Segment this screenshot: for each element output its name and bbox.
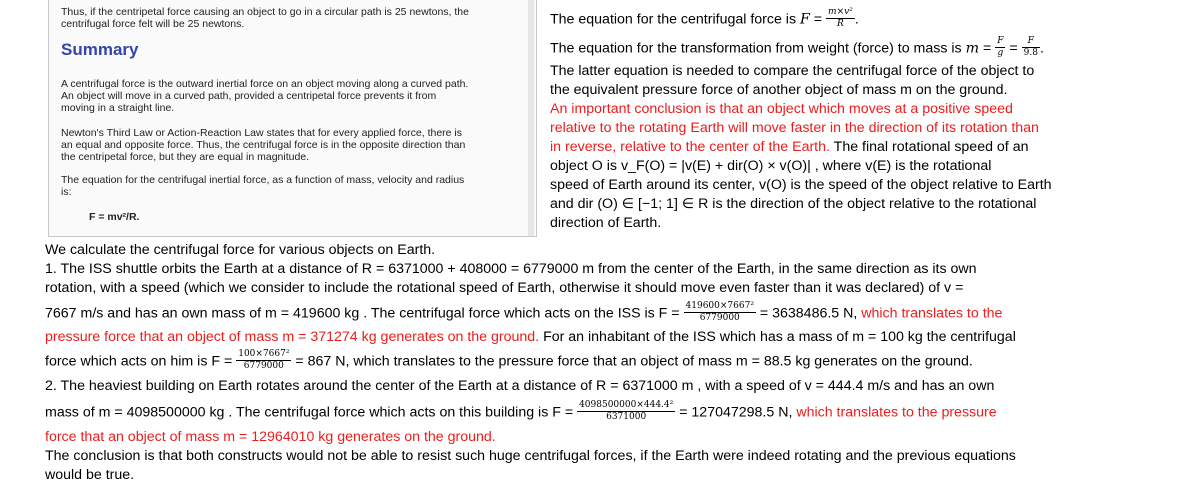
summary-paragraph-line: moving in a straight line. (61, 102, 175, 114)
text-line-content: The equation for the transformation from weight (force) to mass is (550, 40, 966, 57)
text-line-content: = 867 N, which translates to the pressure force that an object of mass m = 88.5 kg generates on the ground. (291, 353, 973, 370)
text-line: direction of Earth. (550, 215, 662, 231)
text-line-content: force which acts on him is F = (45, 353, 237, 370)
summary-excerpt-panel (48, 0, 537, 237)
text-line-content: = 127047298.5 N, (675, 404, 797, 421)
fraction (577, 400, 675, 423)
text-line-highlight: relative to the rotating Earth will move faster in the direction of its rotation than (550, 120, 1039, 136)
text-line: speed of Earth around its center, v(O) is the speed of the object relative to Earth (550, 177, 1052, 193)
text-line: The conclusion is that both constructs would not be able to resist such huge centrifugal forces, if the Earth were indeed rotating and the previous equations (45, 448, 1016, 464)
summary-paragraph-line: an equal and opposite force. Thus, the centrifugal force is in the opposite direction than (61, 139, 466, 151)
text-highlight: which translates to the (861, 305, 1003, 322)
intro-line: Thus, if the centripetal force causing an object to go in a circular path is 25 newtons, the (61, 6, 469, 18)
text-line-content: 7667 m/s and has an own mass of m = 419600 kg . The centrifugal force which acts on the ISS is F = (45, 305, 684, 322)
text-line: the equivalent pressure force of another object of mass m on the ground. (550, 82, 1008, 98)
text-line: 2. The heaviest building on Earth rotates around the center of the Earth at a distance of R = 6371000 m , with a speed of v = 444.4 m/s and has an own (45, 378, 995, 394)
summary-paragraph-line: the centripetal force, but they are equal in magnitude. (61, 151, 310, 163)
text-highlight: in reverse, relative to the center of the Earth. (550, 139, 830, 155)
text-line-content: The final rotational speed of an (829, 139, 1029, 155)
fraction-denominator: R (837, 19, 844, 29)
fraction-denominator: 6779000 (699, 313, 740, 323)
text-line (45, 328, 1016, 347)
text-line (45, 302, 1002, 325)
text-line: would be true. (45, 467, 135, 483)
text-line-highlight: An important conclusion is that an object which moves at a positive speed (550, 101, 1013, 117)
summary-paragraph-line: is: (61, 186, 72, 198)
text-line (550, 138, 1028, 157)
summary-paragraph-line: An object will move in a curved path, provided a centripetal force prevents it from (61, 90, 437, 102)
fraction-denominator: 6779000 (243, 361, 284, 371)
fraction (684, 301, 756, 324)
fraction-numerator: 100×7667² (238, 349, 290, 359)
scrollbar-track[interactable] (528, 0, 534, 236)
fraction-numerator: 419600×7667² (685, 301, 754, 311)
text-line: The equation for the transformation from weight (force) to mass is m = $\frac{F}{g}$ = $\frac{F}{9.8}$ . (550, 36, 1044, 58)
text-line (45, 401, 997, 424)
text-highlight: which translates to the pressure (796, 404, 997, 421)
summary-paragraph-line: The equation for the centrifugal inertial force, as a function of mass, velocity and radius (61, 174, 465, 186)
text-line: and dir (O) ∈ [−1; 1] ∈ R is the direction of the object relative to the rotational (550, 196, 1037, 212)
text-line (45, 350, 973, 373)
summary-paragraph-line: A centrifugal force is the outward inertial force on an object moving along a curved path. (61, 78, 469, 90)
fraction: $\frac{F}{9.8}$ (1023, 36, 1038, 58)
fraction-denominator: 6371000 (606, 412, 647, 422)
text-line: The equation for the centrifugal force is F = $\frac{\text{m×v²}}{R}$ . (550, 7, 859, 29)
text-line-highlight: force that an object of mass m = 12964010 kg generates on the ground. (45, 429, 496, 445)
text-line: The latter equation is needed to compare the centrifugal force of the object to (550, 63, 1035, 79)
fraction-numerator: m×v² (828, 7, 853, 17)
centrifugal-formula: F = mv²/R. (89, 211, 140, 223)
intro-line: centrifugal force felt will be 25 newtons. (61, 18, 245, 30)
text-line: We calculate the centrifugal force for various objects on Earth. (45, 242, 436, 258)
text-line: 1. The ISS shuttle orbits the Earth at a distance of R = 6371000 + 408000 = 6779000 m from the center of the Earth, in the same direction as its own (45, 261, 977, 277)
text-line-content: mass of m = 4098500000 kg . The centrifugal force which acts on this building is F = (45, 404, 578, 421)
text-line-content: = 3638486.5 N, (755, 305, 862, 322)
text-line: object O is v_F(O) = |v(E) + dir(O) × v(O)| , where v(E) is the rotational (550, 158, 992, 174)
text-line-content: For an inhabitant of the ISS which has a mass of m = 100 kg the centrifugal (539, 329, 1016, 345)
text-line-content: The equation for the centrifugal force is (550, 11, 800, 28)
fraction (236, 349, 291, 372)
fraction: $\frac{F}{g}$ (997, 36, 1004, 58)
summary-heading: Summary (61, 40, 139, 59)
text-highlight: pressure force that an object of mass m = 371274 kg generates on the ground. (45, 329, 540, 345)
summary-paragraph-line: Newton's Third Law or Action-Reaction Law states that for every applied force, there is (61, 127, 463, 139)
fraction (826, 7, 855, 30)
fraction-numerator: 4098500000×444.4² (579, 400, 674, 410)
text-line: rotation, with a speed (which we consider to include the rotational speed of Earth, otherwise it should move even faster than it was declared) of v = (45, 280, 964, 296)
